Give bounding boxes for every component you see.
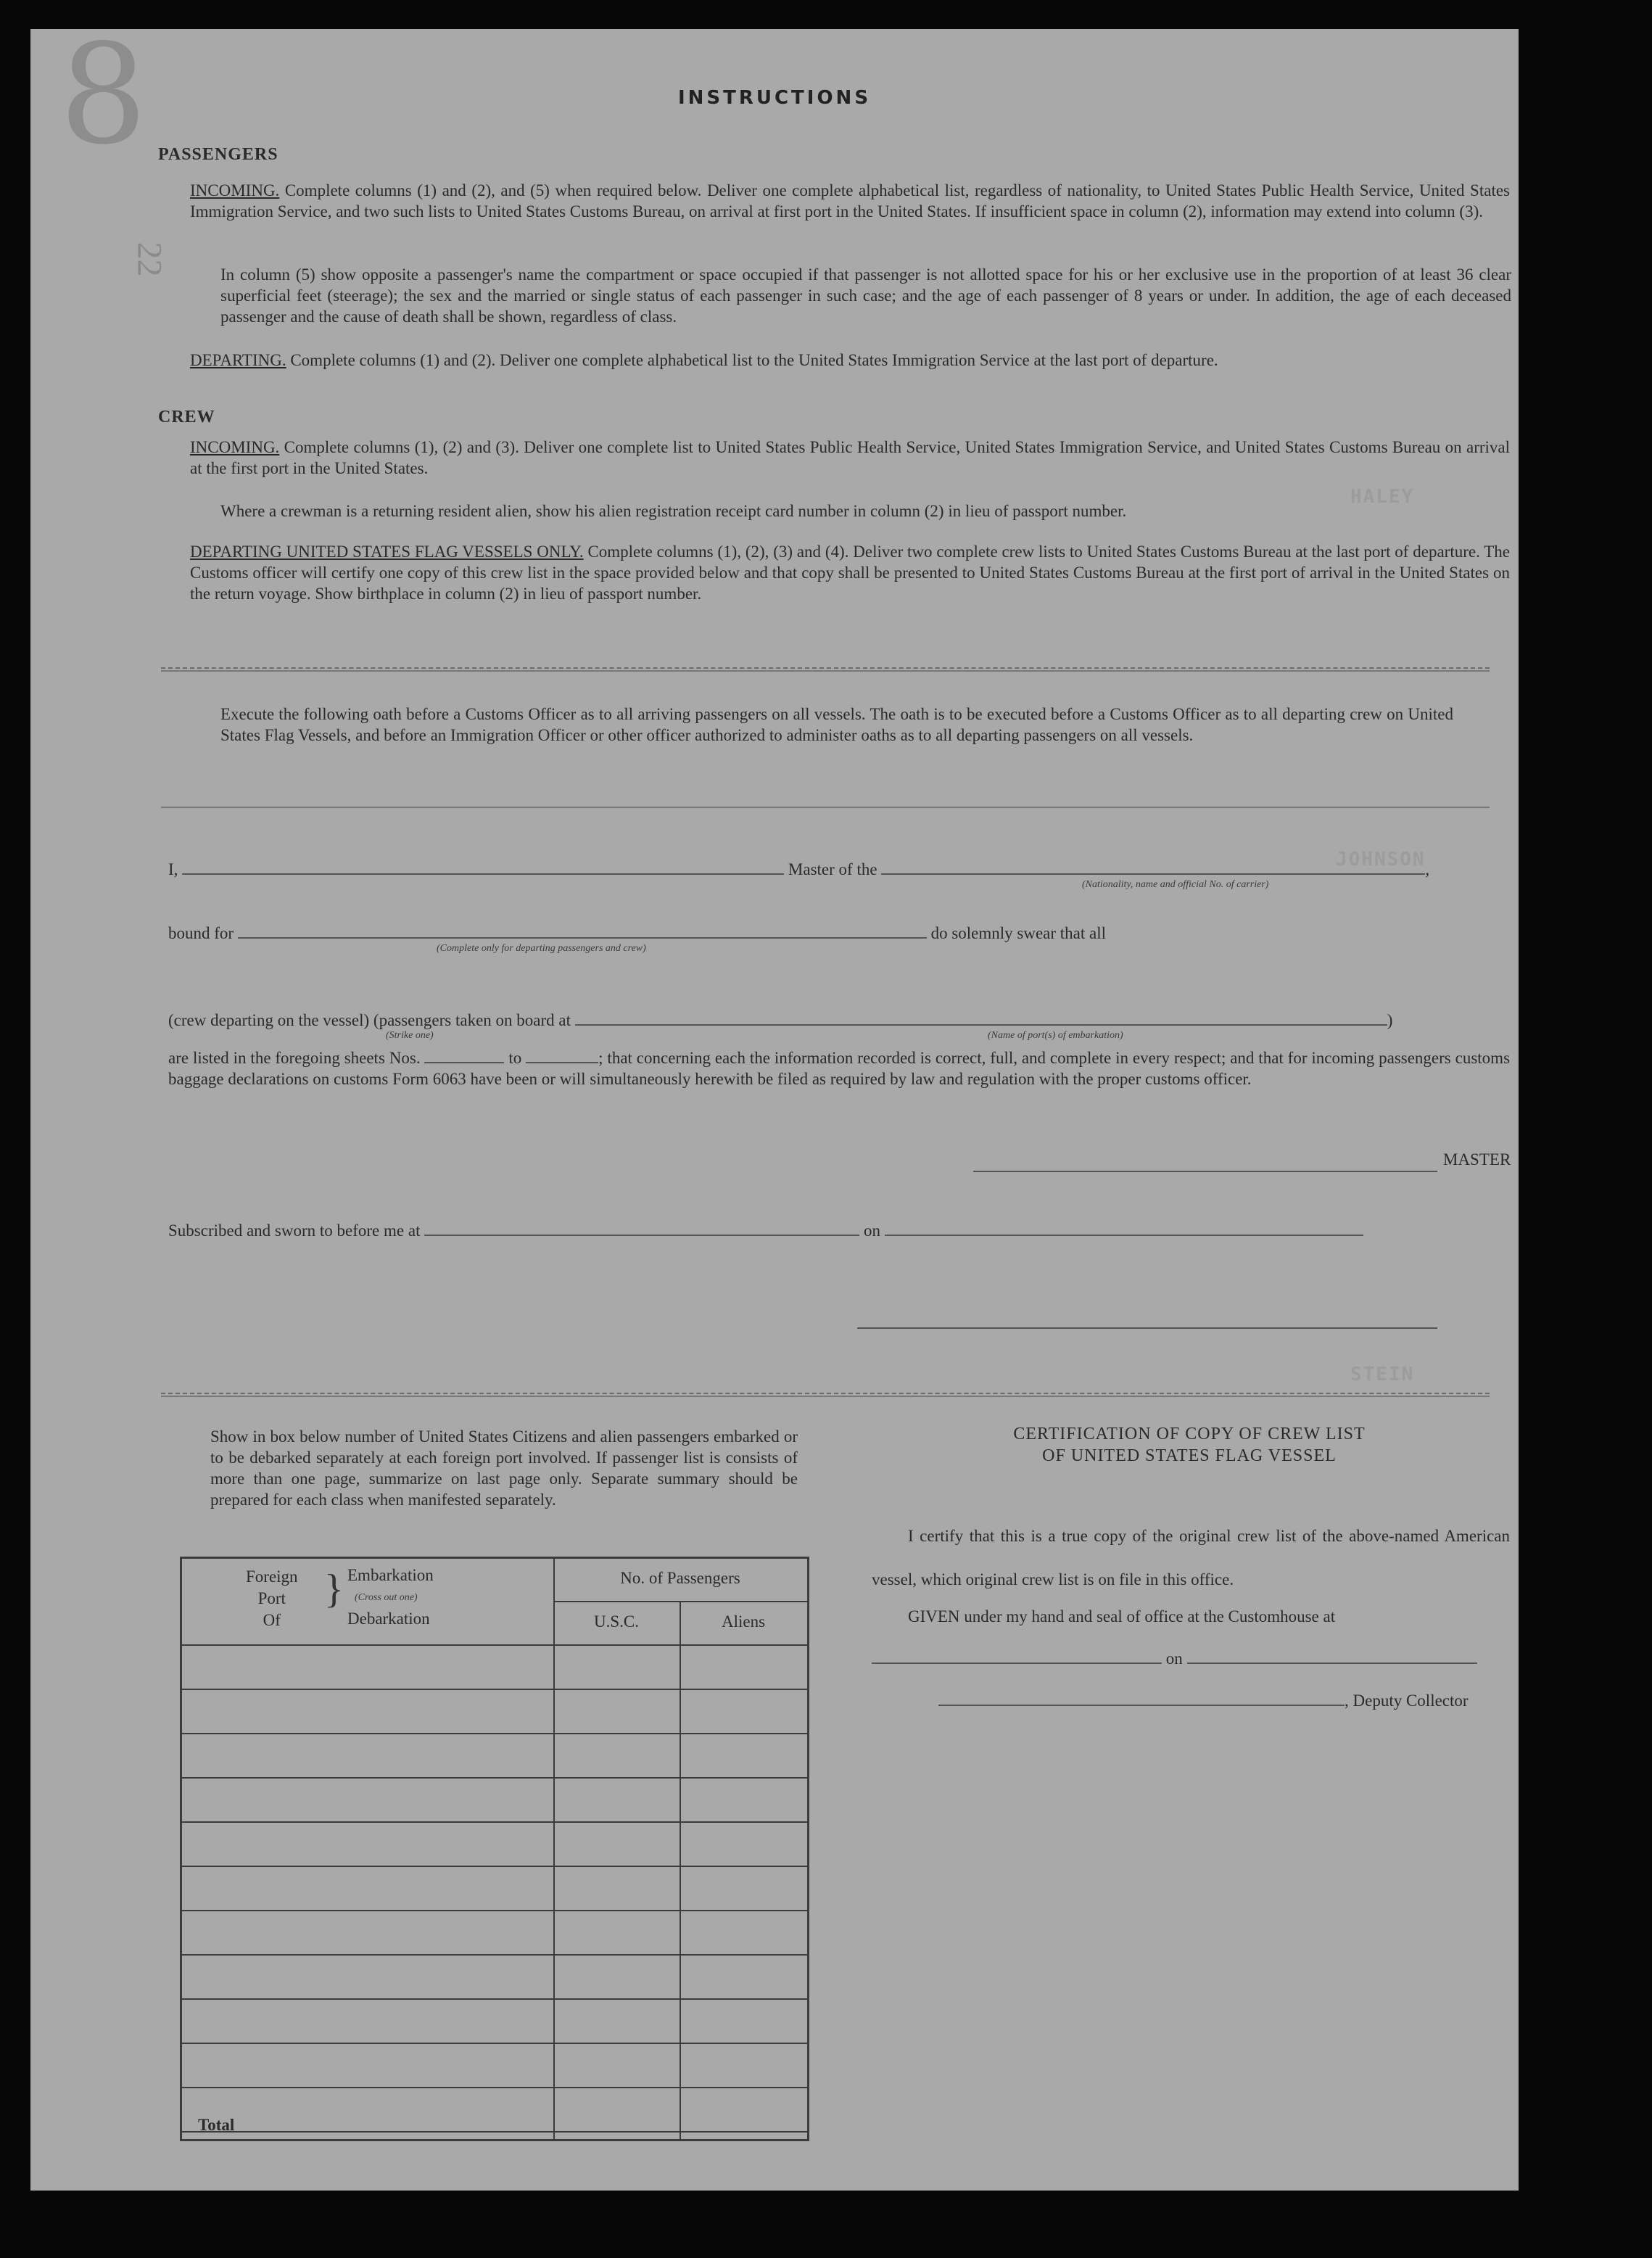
port-label: Port: [257, 1589, 286, 1607]
crew-departing-text: Complete columns (1), (2), (3) and (4). Deliver two complete crew lists to United States Customs Bureau at the last port of departure. The Customs officer will certify one copy of this crew list in the space provided below and that copy shall be presented to United States Customs Bureau at the first port of arrival in the United States on the return voyage. Show birthplace in column (2) in lieu of passport number.: [190, 543, 1511, 603]
oath-line-subscribed: [168, 1220, 1510, 1241]
divider-line: [161, 1393, 1490, 1394]
sheet-from-field[interactable]: [424, 1062, 504, 1063]
passenger-summary-table: [180, 1557, 809, 2141]
crew-departing-text: (crew departing on the vessel) (passengers taken on board at: [168, 1011, 571, 1029]
cross-out-note: (Cross out one): [355, 1592, 418, 1603]
debarkation-label: Debarkation: [347, 1610, 430, 1628]
i-label: I,: [168, 860, 178, 878]
master-signature-line[interactable]: [973, 1152, 1437, 1172]
aliens-header: Aliens: [721, 1612, 766, 1631]
destination-note: (Complete only for departing passengers and crew): [437, 943, 646, 954]
oath-line-sheets: [168, 1047, 1510, 1089]
deputy-line: [938, 1690, 1519, 1711]
crew-departing-paragraph: [190, 541, 1510, 604]
usc-header: U.S.C.: [594, 1612, 639, 1631]
customhouse-field[interactable]: [872, 1662, 1162, 1664]
carrier-field[interactable]: [881, 873, 1425, 875]
subscribed-label: Subscribed and sworn to before me at: [168, 1221, 421, 1240]
master-of-label: Master of the: [788, 860, 877, 878]
deputy-signature-field[interactable]: [938, 1705, 1345, 1706]
bleed-through-text: STEIN: [1350, 1364, 1415, 1385]
side-number: 22: [130, 242, 169, 277]
divider-line: [161, 670, 1490, 672]
embarkation-ports-field[interactable]: [575, 1024, 1387, 1026]
strike-one-note: (Strike one): [386, 1030, 434, 1041]
page-number: 8: [59, 29, 147, 175]
sheet-to-field[interactable]: [526, 1062, 598, 1063]
table-row[interactable]: [182, 1866, 807, 1867]
on-label: on: [863, 1221, 880, 1240]
table-row[interactable]: [182, 1954, 807, 1956]
foreign-label: Foreign: [246, 1567, 298, 1586]
table-row[interactable]: [182, 2043, 807, 2044]
embarkation-label: Embarkation: [347, 1566, 434, 1584]
listed-in-label: are listed in the foregoing sheets Nos.: [168, 1049, 421, 1067]
swear-label: do solemnly swear that all: [930, 924, 1107, 942]
passengers-heading: PASSENGERS: [158, 145, 278, 164]
certification-date-line: [872, 1648, 1510, 1669]
foreign-port-of-label: [246, 1566, 298, 1631]
oath-intro: Execute the following oath before a Customs Officer as to all arriving passengers on all vessels. The oath is to be executed before a Customs Officer as to all departing crew on United States Flag Vessels, and before an Immigration Officer or other officer authorized to administer oaths as to all departing passengers on all vessels.: [220, 705, 1453, 744]
sworn-date-field[interactable]: [885, 1235, 1363, 1236]
listed-rest-text: ; that concerning each the information recorded is correct, full, and complete in every respect; and that for incoming passengers customs baggage declarations on customs Form 6063 have been or will simultaneously herewith be filed as required by law and regulation with the proper customs officer.: [168, 1049, 1511, 1088]
column5-paragraph: In column (5) show opposite a passenger's name the compartment or space occupied if that passenger is not allotted space for his or her exclusive use in the proportion of at least 36 clear superficial feet (steerage); the sex and the married or single status of each passenger in such case; and the age of each passenger of 8 years or under. In addition, the age of each deceased passenger and the cause of death shall be shown, regardless of class.: [220, 265, 1511, 326]
to-label: to: [508, 1049, 522, 1067]
bleed-through-text: HALEY: [1350, 486, 1415, 508]
table-row[interactable]: [182, 1910, 807, 1911]
officer-signature-line[interactable]: [857, 1326, 1437, 1329]
crew-heading: CREW: [158, 408, 215, 427]
cert-date-field[interactable]: [1187, 1662, 1477, 1664]
table-divider: [553, 1601, 807, 1602]
table-row[interactable]: [182, 1689, 807, 1690]
table-row[interactable]: [182, 2087, 807, 2088]
oath-line-master: I, Master of the ,: [168, 860, 1430, 878]
table-row[interactable]: [182, 1777, 807, 1779]
departing-text: Complete columns (1) and (2). Deliver one complete alphabetical list to the United States Immigration Service at the last port of departure.: [290, 351, 1218, 369]
destination-field[interactable]: [238, 937, 927, 939]
table-row[interactable]: [182, 1998, 807, 2000]
table-row[interactable]: [182, 1733, 807, 1734]
certify-paragraph: I certify that this is a true copy of the original crew list of the above-named American vessel, which original crew list is on file in this office.: [872, 1527, 1510, 1589]
page-title: INSTRUCTIONS: [677, 87, 872, 109]
crew-departing-label: DEPARTING UNITED STATES FLAG VESSELS ONLY.: [190, 543, 584, 561]
crew-incoming-text: Complete columns (1), (2) and (3). Deliver one complete list to United States Public Health Service, United States Immigration Service, and United States Customs Bureau on arrival at the first port in the United States.: [190, 438, 1511, 477]
master-name-field[interactable]: [182, 873, 784, 875]
passengers-incoming-paragraph: [190, 180, 1510, 222]
oath-line-bound: [168, 923, 1329, 944]
incoming-label: INCOMING.: [190, 181, 280, 199]
total-label: Total: [198, 2116, 235, 2134]
divider-line: [161, 667, 1490, 669]
document-page: [30, 29, 1519, 2191]
brace-icon: }: [324, 1567, 344, 1612]
oath-line-crew: [168, 1010, 1510, 1031]
master-label: MASTER: [1443, 1150, 1511, 1169]
table-divider: [553, 1559, 555, 2139]
divider-line: [161, 807, 1490, 808]
resident-alien-paragraph: Where a crewman is a returning resident alien, show his alien registration receipt card number in column (2) in lieu of passport number.: [220, 502, 1127, 520]
table-row[interactable]: [182, 2131, 807, 2133]
no-of-passengers-header: No. of Passengers: [620, 1569, 740, 1587]
crew-incoming-label: INCOMING.: [190, 438, 280, 456]
table-header-bottom: [182, 1644, 807, 1646]
passengers-departing-paragraph: [190, 350, 1510, 371]
of-label: Of: [263, 1611, 281, 1629]
carrier-note: (Nationality, name and official No. of carrier): [1082, 879, 1269, 890]
bound-for-label: bound for: [168, 924, 234, 942]
sworn-place-field[interactable]: [424, 1235, 859, 1236]
ports-note: (Name of port(s) of embarkation): [988, 1030, 1123, 1041]
certification-title-line1: CERTIFICATION OF COPY OF CREW LIST: [1013, 1425, 1366, 1443]
departing-label: DEPARTING.: [190, 351, 286, 369]
incoming-text: Complete columns (1) and (2), and (5) when required below. Deliver one complete alphabetical list, regardless of nationality, to United States Public Health Service, United States Immigration Service, and two such lists to United States Customs Bureau, on arrival at first port in the United States. If insufficient space in column (2), information may extend into column (3).: [190, 181, 1511, 221]
cert-on-label: on: [1165, 1649, 1183, 1668]
summary-instructions: Show in box below number of United States Citizens and alien passengers embarked or to be debarked separately at each foreign port involved. If passenger list is consists of more than one page, summarize on last page only. Separate summary should be prepared for each class when manifested separately.: [210, 1427, 798, 1509]
bleed-through-text: JOHNSON: [1336, 849, 1426, 870]
deputy-collector-label: , Deputy Collector: [1345, 1692, 1469, 1710]
table-divider: [680, 1602, 681, 2139]
divider-line: [161, 1396, 1490, 1397]
crew-incoming-paragraph: [190, 437, 1510, 479]
certification-title-line2: OF UNITED STATES FLAG VESSEL: [1042, 1446, 1337, 1465]
table-row[interactable]: [182, 1821, 807, 1823]
given-paragraph: GIVEN under my hand and seal of office at the Customhouse at: [908, 1607, 1336, 1625]
close-paren: ): [1387, 1011, 1393, 1029]
